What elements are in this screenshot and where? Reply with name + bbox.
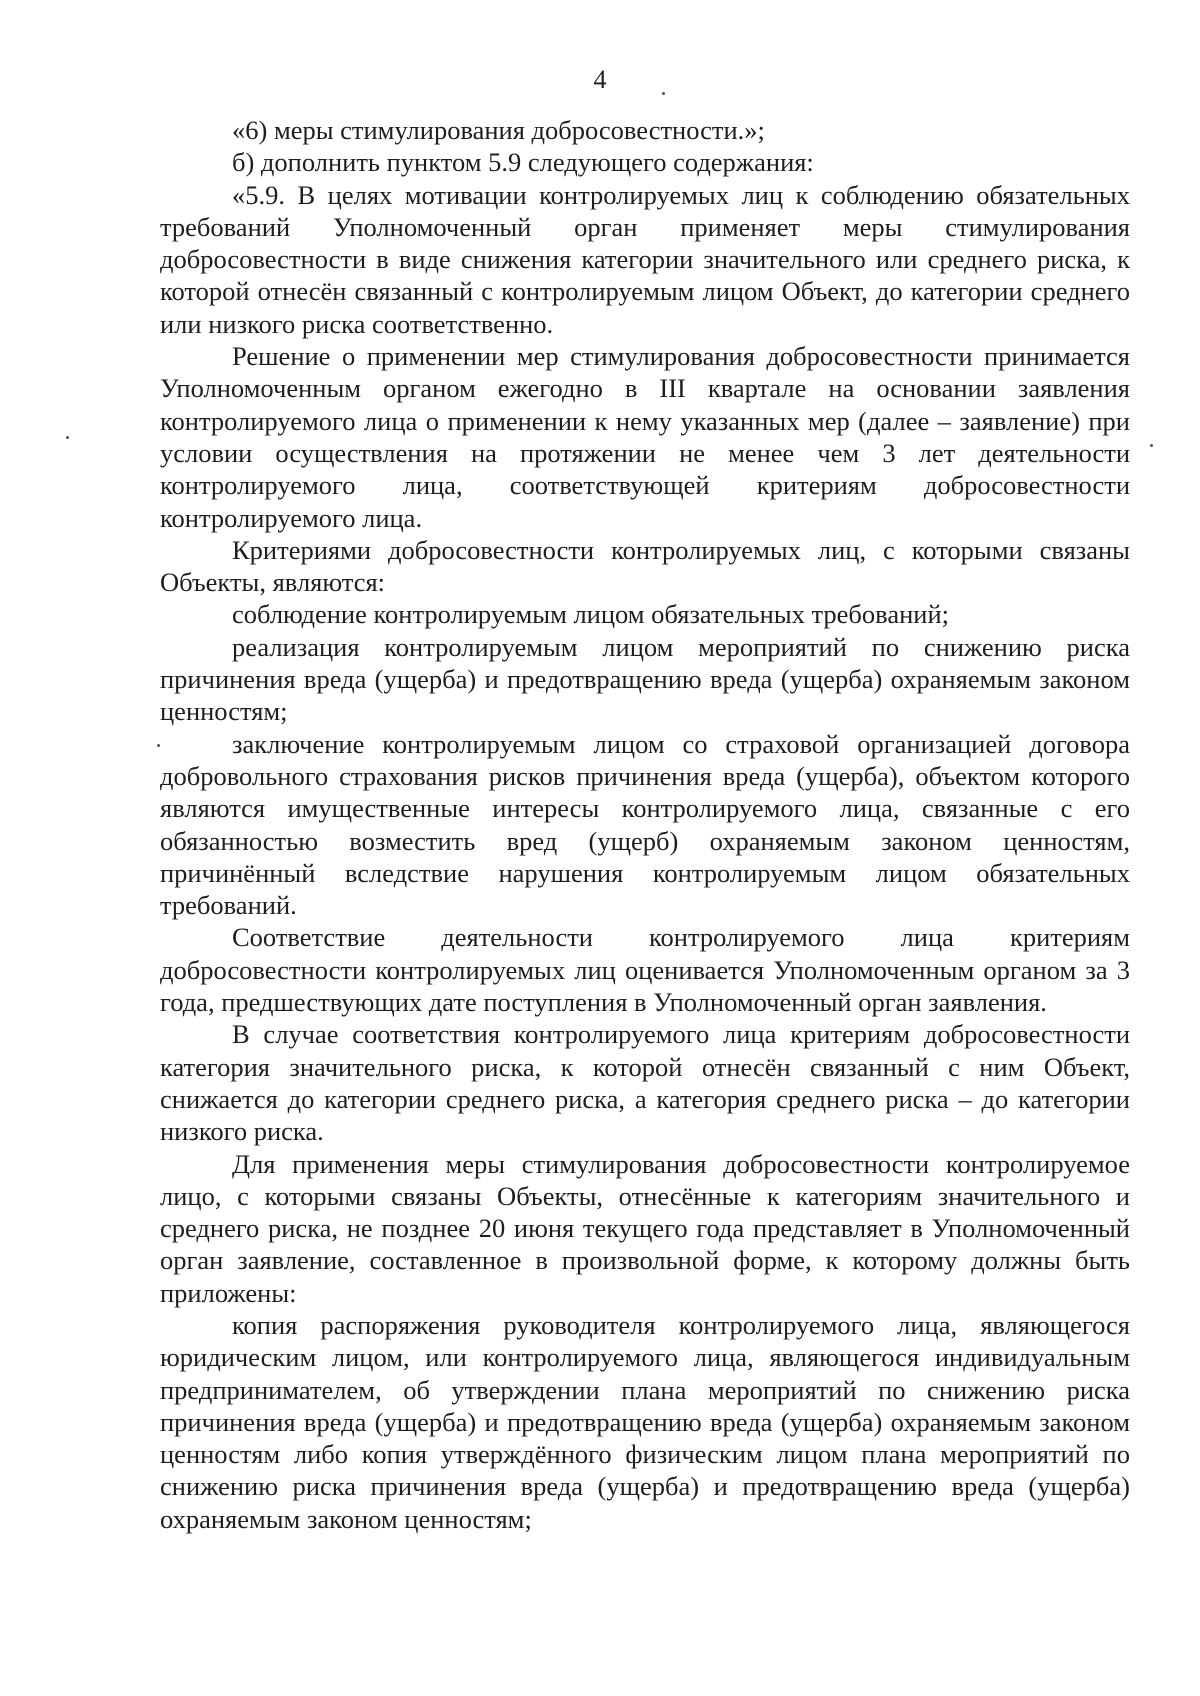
paragraph-criterion-compliance: соблюдение контролируемым лицом обязательных требований; [232, 599, 949, 630]
paragraph-criterion-measures: реализация контролируемым лицом мероприятий по снижению риска причинения вреда (ущерба) и предотвращению вреда (ущерба) охраняемым законом ценностям; [160, 631, 1130, 727]
scan-speck [66, 436, 69, 439]
paragraph-clause-5-9: «5.9. В целях мотивации контролируемых лиц к соблюдению обязательных требований Уполномоченный орган применяет меры стимулирования добросовестности в виде снижения категории значительного или среднего риска, к которой отнесён связанный с контролируемым лицом Объект, до категории среднего или низкого риска соответственно. [160, 179, 1130, 339]
page-number: 4 [593, 65, 607, 94]
document-body [160, 114, 1130, 1535]
paragraph-amendment-b: б) дополнить пунктом 5.9 следующего содержания: [232, 147, 814, 178]
paragraph-assessment: Соответствие деятельности контролируемого лица критериям добросовестности контролируемых лиц оценивается Уполномоченным органом за 3 года, предшествующих дате поступления в Уполномоченный орган заявления. [160, 922, 1130, 1018]
scan-speck [662, 92, 665, 95]
paragraph-risk-reduction: В случае соответствия контролируемого лица критериям добросовестности категория значительного риска, к которой отнесён связанный с ним Объект, снижается до категории среднего риска, а категория среднего риска – до категории низкого риска. [160, 1019, 1130, 1147]
scan-speck [1150, 444, 1153, 447]
scan-speck [157, 744, 160, 747]
paragraph-attachment-copy: копия распоряжения руководителя контролируемого лица, являющегося юридическим лицом, или контролируемого лица, являющегося индивидуальным предпринимателем, об утверждении плана мероприятий по снижению риска причинения вреда (ущерба) и предотвращению вреда (ущерба) охраняемым законом ценностям либо копия утверждённого физическим лицом плана мероприятий по снижению риска причинения вреда (ущерба) и предотвращению вреда (ущерба) охраняемым законом ценностям; [160, 1309, 1130, 1534]
paragraph-application: Для применения меры стимулирования добросовестности контролируемое лицо, с которыми связаны Объекты, отнесённые к категориям значительного и среднего риска, не позднее 20 июня текущего года представляет в Уполномоченный орган заявление, составленное в произвольной форме, к которому должны быть приложены: [160, 1148, 1130, 1308]
paragraph-criterion-insurance: заключение контролируемым лицом со страховой организацией договора добровольного страхования рисков причинения вреда (ущерба), объектом которого являются имущественные интересы контролируемого лица, связанные с его обязанностью возместить вред (ущерб) охраняемым законом ценностям, причинённый вследствие нарушения контролируемым лицом обязательных требований. [160, 728, 1130, 921]
paragraph-criteria-intro: Критериями добросовестности контролируемых лиц, с которыми связаны Объекты, являются: [160, 534, 1130, 598]
paragraph-item-6: «6) меры стимулирования добросовестности.»; [232, 115, 765, 145]
paragraph-decision: Решение о применении мер стимулирования добросовестности принимается Уполномоченным органом ежегодно в III квартале на основании заявления контролируемого лица о применении к нему указанных мер (далее – заявление) при условии осуществления на протяжении не менее чем 3 лет деятельности контролируемого лица, соответствующей критериям добросовестности контролируемого лица. [160, 341, 1130, 533]
